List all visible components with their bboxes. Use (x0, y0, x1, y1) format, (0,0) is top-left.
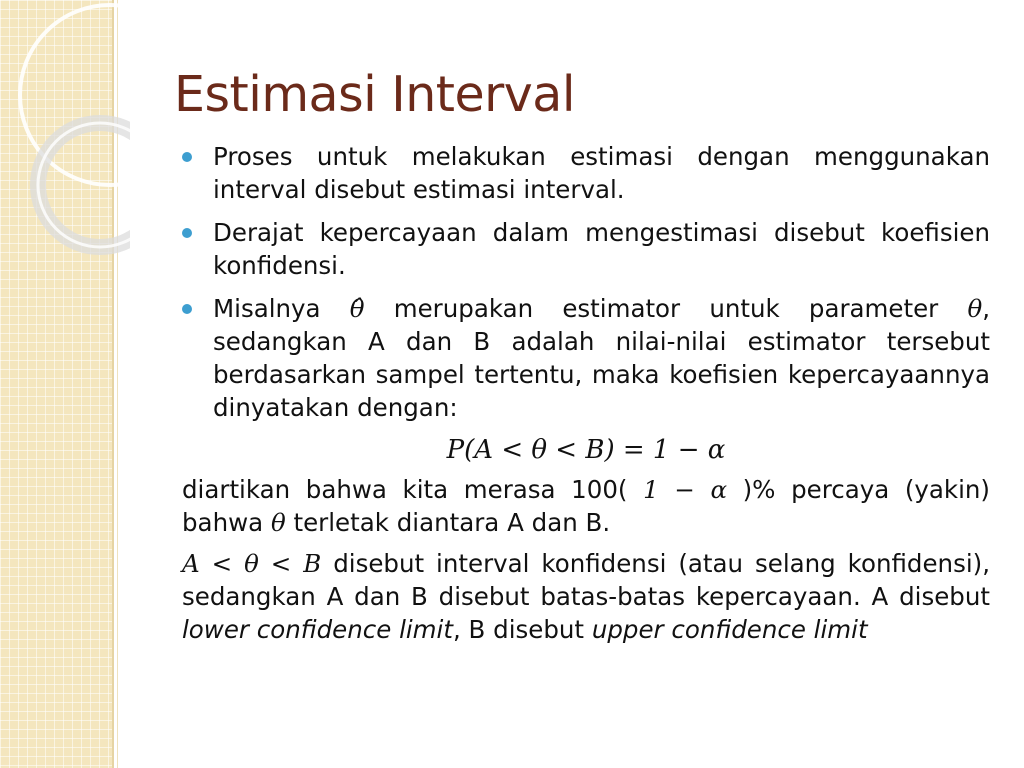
bullet-text-3a: Misalnya (213, 294, 350, 323)
bullet-item-2 (182, 216, 990, 282)
theta-symbol: θ (967, 294, 983, 323)
formula-rhs: 1 − α (652, 435, 726, 465)
explanation-paragraph-1 (182, 473, 990, 539)
formula-equals: = (614, 435, 653, 465)
formula-lhs: P(A < θ < B) (446, 435, 615, 465)
bullet-item-3 (182, 292, 990, 424)
lower-confidence-limit-text: lower confidence limit (182, 615, 453, 644)
bullet-dot-icon (182, 228, 192, 238)
bullet-item-1 (182, 140, 990, 206)
slide-content (182, 140, 990, 654)
theta-hat-symbol: θ̂ (349, 294, 365, 323)
bullet-text-1: Proses untuk melakukan estimasi dengan menggunakan interval disebut estimasi interval. (213, 142, 990, 204)
para1-text-b: )% percaya (yakin) bahwa (182, 475, 990, 537)
upper-confidence-limit-text: upper confidence limit (591, 615, 868, 644)
para2-text-a: disebut interval konfidensi (atau selang konfidensi), sedangkan A dan B disebut batas-batas kepercayaan. A disebut (182, 549, 991, 611)
bullet-text-2: Derajat kepercayaan dalam mengestimasi disebut koefisien konfidensi. (213, 218, 990, 280)
para1-text-a: diartikan bahwa kita merasa 100( (182, 475, 644, 504)
bullet-text-3c: , sedangkan A dan B adalah nilai-nilai estimator tersebut berdasarkan sampel tertentu, maka koefisien kepercayaannya dinyatakan dengan: (213, 294, 990, 422)
confidence-formula (182, 434, 990, 467)
explanation-paragraph-2 (182, 547, 990, 646)
bullet-text-3b: merupakan estimator untuk parameter (364, 294, 968, 323)
para1-text-c: terletak diantara A dan B. (285, 508, 611, 537)
theta-symbol: θ (270, 508, 286, 537)
para2-text-b: , B disebut (452, 615, 592, 644)
decorative-circles (0, 0, 130, 768)
bullet-dot-icon (182, 152, 192, 162)
interval-expression: A < θ < B (182, 549, 322, 578)
bullet-dot-icon (182, 304, 192, 314)
one-minus-alpha: 1 − α (643, 475, 727, 504)
slide-title: Estimasi Interval (174, 66, 575, 123)
